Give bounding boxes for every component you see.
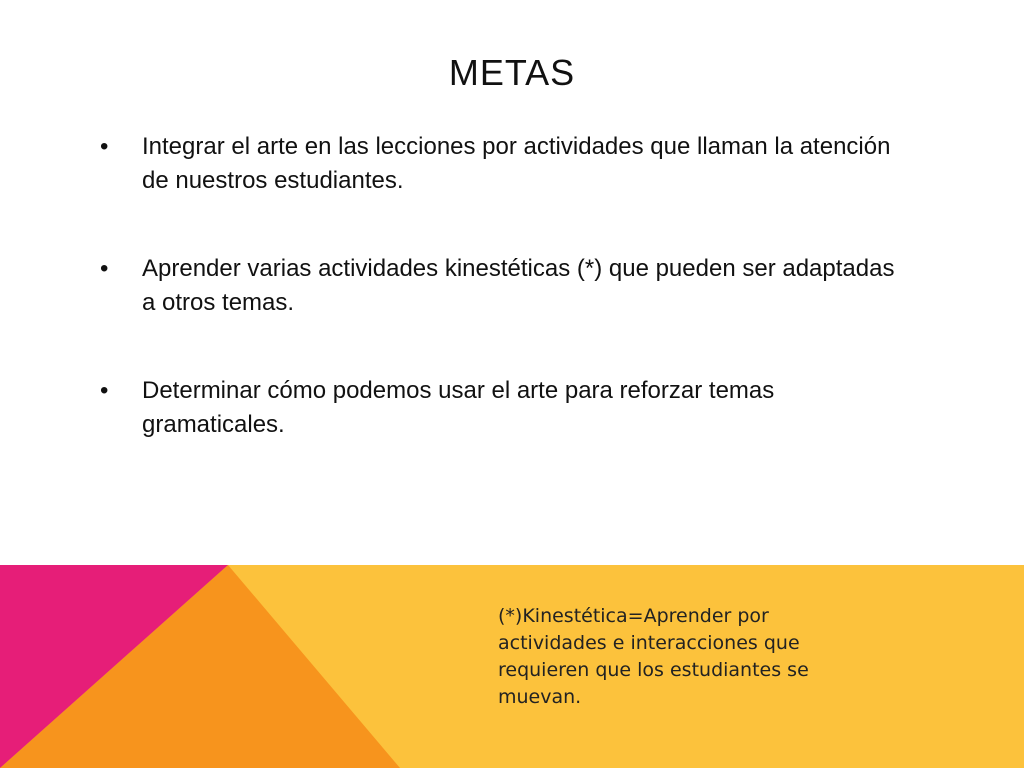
bullet-item [100,130,900,198]
bullet-marker: • [100,133,109,160]
slide-title: METAS [448,52,576,93]
bullet-item [100,252,900,320]
bullet-list [100,130,900,496]
bullet-text: Determinar cómo podemos usar el arte para reforzar temas gramaticales. [142,377,775,438]
bullet-marker: • [100,255,109,282]
footnote-text: (*)Kinestética=Aprender por actividades e interacciones que requieren que los estudiantes se muevan. [498,605,809,708]
bullet-item [100,374,900,442]
bullet-text: Integrar el arte en las lecciones por actividades que llaman la atención de nuestros estudiantes. [142,133,891,194]
bullet-text: Aprender varias actividades kinestéticas (*) que pueden ser adaptadas a otros temas. [142,255,895,316]
bullet-marker: • [100,377,109,404]
